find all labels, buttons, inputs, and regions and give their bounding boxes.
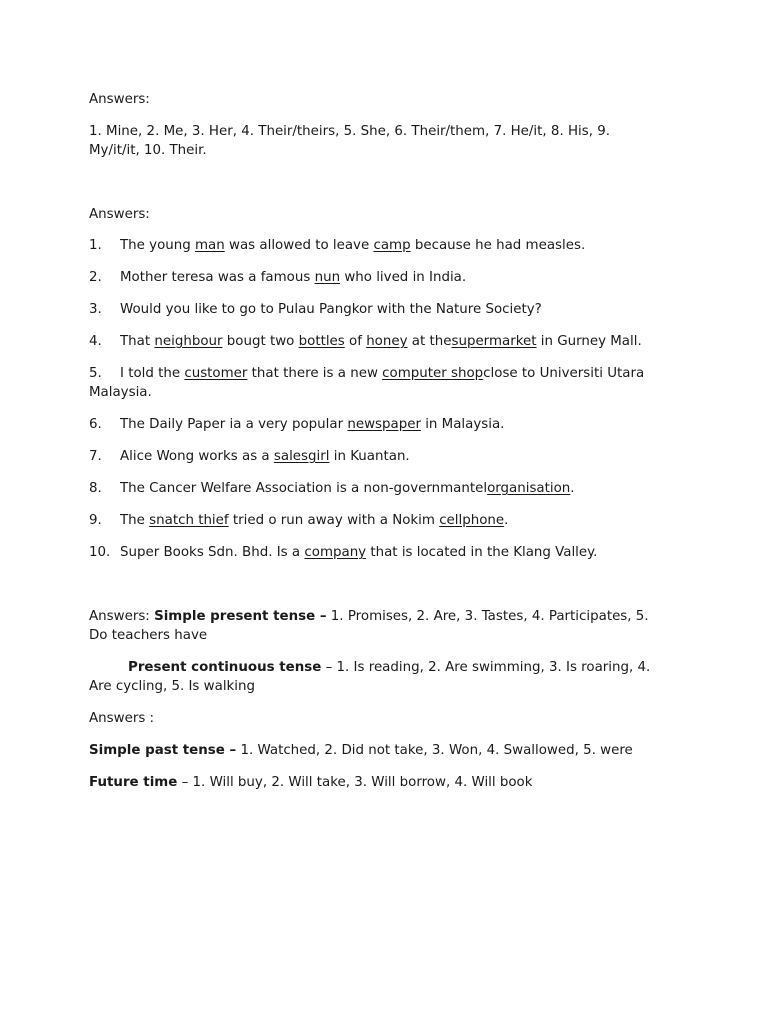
section-3-heading: Answers: bbox=[89, 609, 155, 624]
item-text: . bbox=[504, 513, 509, 528]
underlined-noun: salesgirl bbox=[273, 449, 330, 464]
item-text: The young bbox=[120, 238, 196, 253]
section-2-heading: Answers: bbox=[89, 207, 150, 222]
item-text: in Malaysia. bbox=[420, 417, 505, 432]
underlined-noun: computer shop bbox=[382, 366, 484, 381]
future-time-line bbox=[89, 773, 679, 792]
underlined-noun: neighbour bbox=[154, 334, 223, 349]
simple-past-line bbox=[89, 741, 679, 760]
item-text: that is located in the Klang Valley. bbox=[366, 545, 598, 560]
item-text: The Daily Paper ia a very popular bbox=[120, 417, 348, 432]
underlined-noun: cellphone bbox=[439, 513, 505, 528]
item-number: 6. bbox=[89, 417, 102, 432]
item-number: 9. bbox=[89, 513, 102, 528]
section-4-heading: Answers : bbox=[89, 711, 155, 726]
list-item bbox=[89, 447, 679, 466]
section-1-heading: Answers: bbox=[89, 92, 150, 107]
item-text: tried o run away with a Nokim bbox=[228, 513, 440, 528]
underlined-noun: snatch thief bbox=[149, 513, 229, 528]
present-continuous-answers-continued: Are cycling, 5. Is walking bbox=[89, 679, 256, 694]
list-item bbox=[89, 415, 679, 434]
item-text: . bbox=[570, 481, 575, 496]
item-text: of bbox=[344, 334, 367, 349]
list-item bbox=[89, 332, 679, 351]
underlined-noun: company bbox=[304, 545, 367, 560]
underlined-noun: man bbox=[195, 238, 225, 253]
item-text: that there is a new bbox=[247, 366, 383, 381]
list-item bbox=[89, 236, 679, 255]
list-item bbox=[89, 364, 679, 383]
item-text: in Kuantan. bbox=[329, 449, 410, 464]
underlined-noun: nun bbox=[314, 270, 341, 285]
item-number: 8. bbox=[89, 481, 102, 496]
underlined-noun: camp bbox=[373, 238, 411, 253]
item-text: That bbox=[120, 334, 155, 349]
simple-present-answers: 1. Promises, 2. Are, 3. Tastes, 4. Participates, 5. bbox=[326, 609, 649, 624]
item-number: 1. bbox=[89, 238, 102, 253]
list-item bbox=[89, 511, 679, 530]
item-text: The Cancer Welfare Association is a non-governmantel bbox=[120, 481, 488, 496]
list-item bbox=[89, 479, 679, 498]
list-item bbox=[89, 300, 679, 319]
underlined-noun: customer bbox=[184, 366, 248, 381]
item-text: was allowed to leave bbox=[224, 238, 374, 253]
simple-present-label: Simple present tense – bbox=[154, 609, 327, 624]
item-number: 4. bbox=[89, 334, 102, 349]
underlined-noun: bottles bbox=[298, 334, 345, 349]
section-1-answers-line-1: 1. Mine, 2. Me, 3. Her, 4. Their/theirs, 5. She, 6. Their/them, 7. He/it, 8. His, 9. bbox=[89, 124, 611, 139]
item-number: 10. bbox=[89, 545, 111, 560]
item-text: Would you like to go to Pulau Pangkor with the Nature Society? bbox=[120, 302, 542, 317]
item-text: Mother teresa was a famous bbox=[120, 270, 315, 285]
section-1-answers-line-2: My/it/it, 10. Their. bbox=[89, 143, 207, 158]
item-text: Super Books Sdn. Bhd. Is a bbox=[120, 545, 305, 560]
underlined-noun: organisation bbox=[487, 481, 571, 496]
item-number: 5. bbox=[89, 366, 102, 381]
simple-present-answers-continued: Do teachers have bbox=[89, 628, 208, 643]
item-number: 3. bbox=[89, 302, 102, 317]
item-number: 2. bbox=[89, 270, 102, 285]
item-text: in Gurney Mall. bbox=[536, 334, 642, 349]
item-text: who lived in India. bbox=[340, 270, 467, 285]
section-3-line-1 bbox=[89, 607, 679, 626]
item-number: 7. bbox=[89, 449, 102, 464]
underlined-noun: newspaper bbox=[347, 417, 421, 432]
list-item-continuation: Malaysia. bbox=[89, 385, 152, 400]
present-continuous-label: Present continuous tense bbox=[128, 660, 322, 675]
item-text: close to Universiti Utara bbox=[483, 366, 645, 381]
future-time-label: Future time bbox=[89, 775, 178, 790]
underlined-noun: supermarket bbox=[451, 334, 537, 349]
simple-past-answers: 1. Watched, 2. Did not take, 3. Won, 4. Swallowed, 5. were bbox=[236, 743, 633, 758]
present-continuous-answers: – 1. Is reading, 2. Are swimming, 3. Is roaring, 4. bbox=[321, 660, 651, 675]
item-text: Alice Wong works as a bbox=[120, 449, 274, 464]
underlined-noun: honey bbox=[366, 334, 408, 349]
list-item bbox=[89, 268, 679, 287]
item-text: at the bbox=[407, 334, 452, 349]
item-text: because he had measles. bbox=[410, 238, 586, 253]
item-text: bougt two bbox=[222, 334, 299, 349]
simple-past-label: Simple past tense – bbox=[89, 743, 237, 758]
future-time-answers: – 1. Will buy, 2. Will take, 3. Will borrow, 4. Will book bbox=[177, 775, 533, 790]
list-item bbox=[89, 543, 679, 562]
present-continuous-line bbox=[89, 658, 679, 677]
item-text: I told the bbox=[120, 366, 185, 381]
item-text: The bbox=[120, 513, 150, 528]
